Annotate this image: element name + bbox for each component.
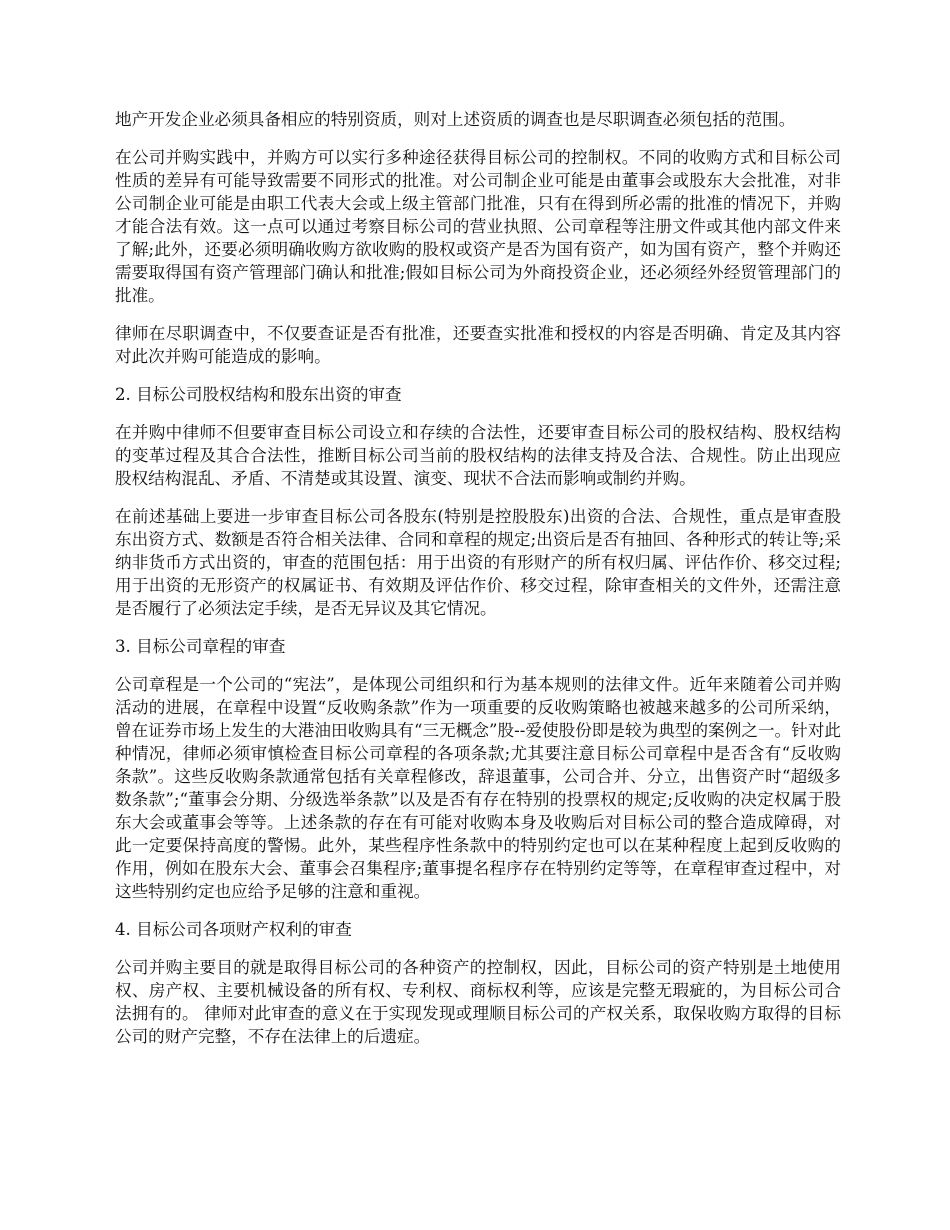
- document-body: [115, 108, 841, 1063]
- paragraph: 在并购中律师不但要审查目标公司设立和存续的合法性，还要审查目标公司的股权结构、股权结构的变革过程及其合合法性，推断目标公司当前的股权结构的法律支持及合法、合规性。防止出现应股权结构混乱、矛盾、不清楚或其设置、演变、现状不合法而影响或制约并购。: [115, 423, 841, 488]
- paragraph: 地产开发企业必须具备相应的特别资质，则对上述资质的调查也是尽职调查必须包括的范围。: [115, 110, 796, 129]
- paragraph: 在前述基础上要进一步审查目标公司各股东(特别是控股股东)出资的合法、合规性，重点是审查股东出资方式、数额是否符合相关法律、合同和章程的规定;出资后是否有抽回、各种形式的转让等;采纳非货币方式出资的，审查的范围包括：用于出资的有形财产的所有权归属、评估作价、移交过程;用于出资的无形资产的权属证书、有效期及评估作价、移交过程，除审查相关的文件外，还需注意是否履行了必须法定手续，是否无异议及其它情况。: [115, 507, 841, 618]
- paragraph: 公司章程是一个公司的“宪法”，是体现公司组织和行为基本规则的法律文件。近年来随着公司并购活动的进展，在章程中设置“反收购条款”作为一项重要的反收购策略也被越来越多的公司所采纳，曾在证券市场上发生的大港油田收购具有“三无概念”股--爱使股份即是较为典型的案例之一。针对此种情况，律师必须审慎检查目标公司章程的各项条款;尤其要注意目标公司章程中是否含有“反收购条款”。这些反收购条款通常包括有关章程修改，辞退董事，公司合并、分立，出售资产时“超级多数条款”;“董事会分期、分级选举条款”以及是否有存在特别的投票权的规定;反收购的决定权属于股东大会或董事会等等。上述条款的存在有可能对收购本身及收购后对目标公司的整合造成障碍，对此一定要保持高度的警惕。此外，某些程序性条款中的特别约定也可以在某种程度上起到反收购的作用，例如在股东大会、董事会召集程序;董事提名程序存在特别约定等等，在章程审查过程中，对这些特别约定也应给予足够的注意和重视。: [115, 675, 841, 901]
- paragraph: 律师在尽职调查中，不仅要查证是否有批准，还要查实批准和授权的内容是否明确、肯定及其内容对此次并购可能造成的影响。: [115, 324, 841, 366]
- section-heading: 4. 目标公司各项财产权利的审查: [115, 920, 352, 939]
- paragraph: 公司并购主要目的就是取得目标公司的各种资产的控制权，因此，目标公司的资产特别是土地使用权、房产权、主要机械设备的所有权、专利权、商标权利等，应该是完整无瑕疵的，为目标公司合法拥有的。 律师对此审查的意义在于实现发现或理顺目标公司的产权关系，取保收购方取得的目标公司的财产完整，不存在法律上的后遗症。: [115, 958, 841, 1046]
- paragraph: 在公司并购实践中，并购方可以实行多种途径获得目标公司的控制权。不同的收购方式和目标公司性质的差异有可能导致需要不同形式的批准。对公司制企业可能是由董事会或股东大会批准，对非公司制企业可能是由职工代表大会或上级主管部门批准，只有在得到所必需的批准的情况下，并购才能合法有效。这一点可以通过考察目标公司的营业执照、公司章程等注册文件或其他内部文件来了解;此外，还要必须明确收购方欲收购的股权或资产是否为国有资产，如为国有资产，整个并购还需要取得国有资产管理部门确认和批准;假如目标公司为外商投资企业，还必须经外经贸管理部门的批准。: [115, 148, 841, 305]
- section-heading: 2. 目标公司股权结构和股东出资的审查: [115, 385, 402, 404]
- section-heading: 3. 目标公司章程的审查: [115, 637, 286, 656]
